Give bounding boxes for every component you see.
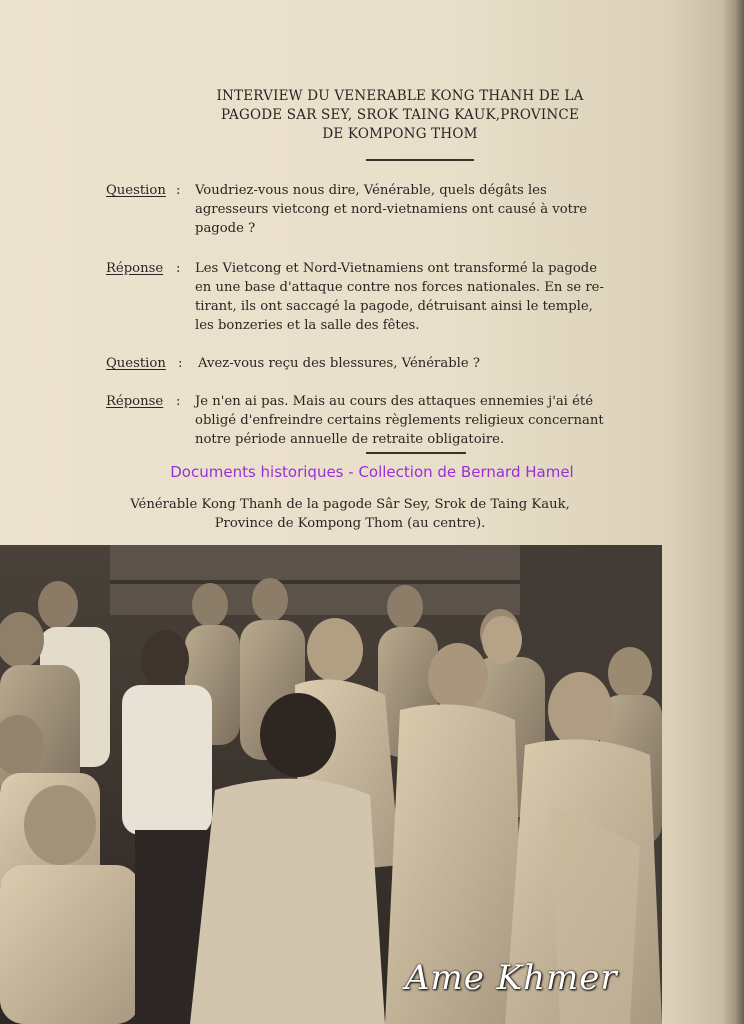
qa-colon: : [176, 261, 181, 276]
qa-label: Réponse [106, 261, 164, 276]
title-divider [366, 159, 474, 161]
qa-line: agresseurs vietcong et nord-vietnamiens ont causé à votre [195, 202, 588, 217]
qa-line: Les Vietcong et Nord-Vietnamiens ont transformé la pagode [195, 261, 598, 276]
photo-caption [90, 495, 610, 533]
qa-text [198, 354, 663, 373]
qa-line: obligé d'enfreindre certains règlements religieux concernant [195, 413, 604, 428]
qa-text [195, 392, 660, 449]
qa-line: pagode ? [195, 221, 256, 236]
title-line-1: INTERVIEW DU VENERABLE KONG THANH DE LA [216, 88, 584, 104]
collection-watermark: Documents historiques - Collection de Bernard Hamel [170, 463, 574, 481]
qa-line: les bonzeries et la salle des fêtes. [195, 318, 420, 333]
qa-colon: : [176, 394, 181, 409]
qa-text [195, 259, 660, 335]
monks-photograph [0, 545, 662, 1024]
qa-colon: : [178, 356, 183, 371]
photo-illustration [0, 545, 662, 1024]
qa-line: en une base d'attaque contre nos forces nationales. En se re- [195, 280, 604, 295]
qa-line: tirant, ils ont saccagé la pagode, détruisant ainsi le temple, [195, 299, 593, 314]
qa-label: Question [106, 356, 166, 371]
interview-title [150, 87, 650, 144]
book-spine-shadow [722, 0, 744, 1024]
title-line-3: DE KOMPONG THOM [322, 126, 478, 142]
ame-khmer-signature: Ame Khmer [405, 958, 618, 998]
caption-line-2: Province de Kompong Thom (au centre). [214, 516, 486, 531]
qa-line: Je n'en ai pas. Mais au cours des attaques ennemies j'ai été [195, 394, 593, 409]
qa-line: Avez-vous reçu des blessures, Vénérable ? [198, 356, 480, 371]
qa-label: Réponse [106, 394, 164, 409]
caption-divider [366, 452, 466, 454]
qa-line: Voudriez-vous nous dire, Vénérable, quels dégâts les [195, 183, 547, 198]
qa-label: Question [106, 183, 166, 198]
qa-line: notre période annuelle de retraite obligatoire. [195, 432, 505, 447]
caption-line-1: Vénérable Kong Thanh de la pagode Sâr Sey, Srok de Taing Kauk, [130, 497, 570, 512]
qa-colon: : [176, 183, 181, 198]
title-line-2: PAGODE SAR SEY, SROK TAING KAUK,PROVINCE [220, 107, 580, 123]
qa-text [195, 181, 660, 238]
